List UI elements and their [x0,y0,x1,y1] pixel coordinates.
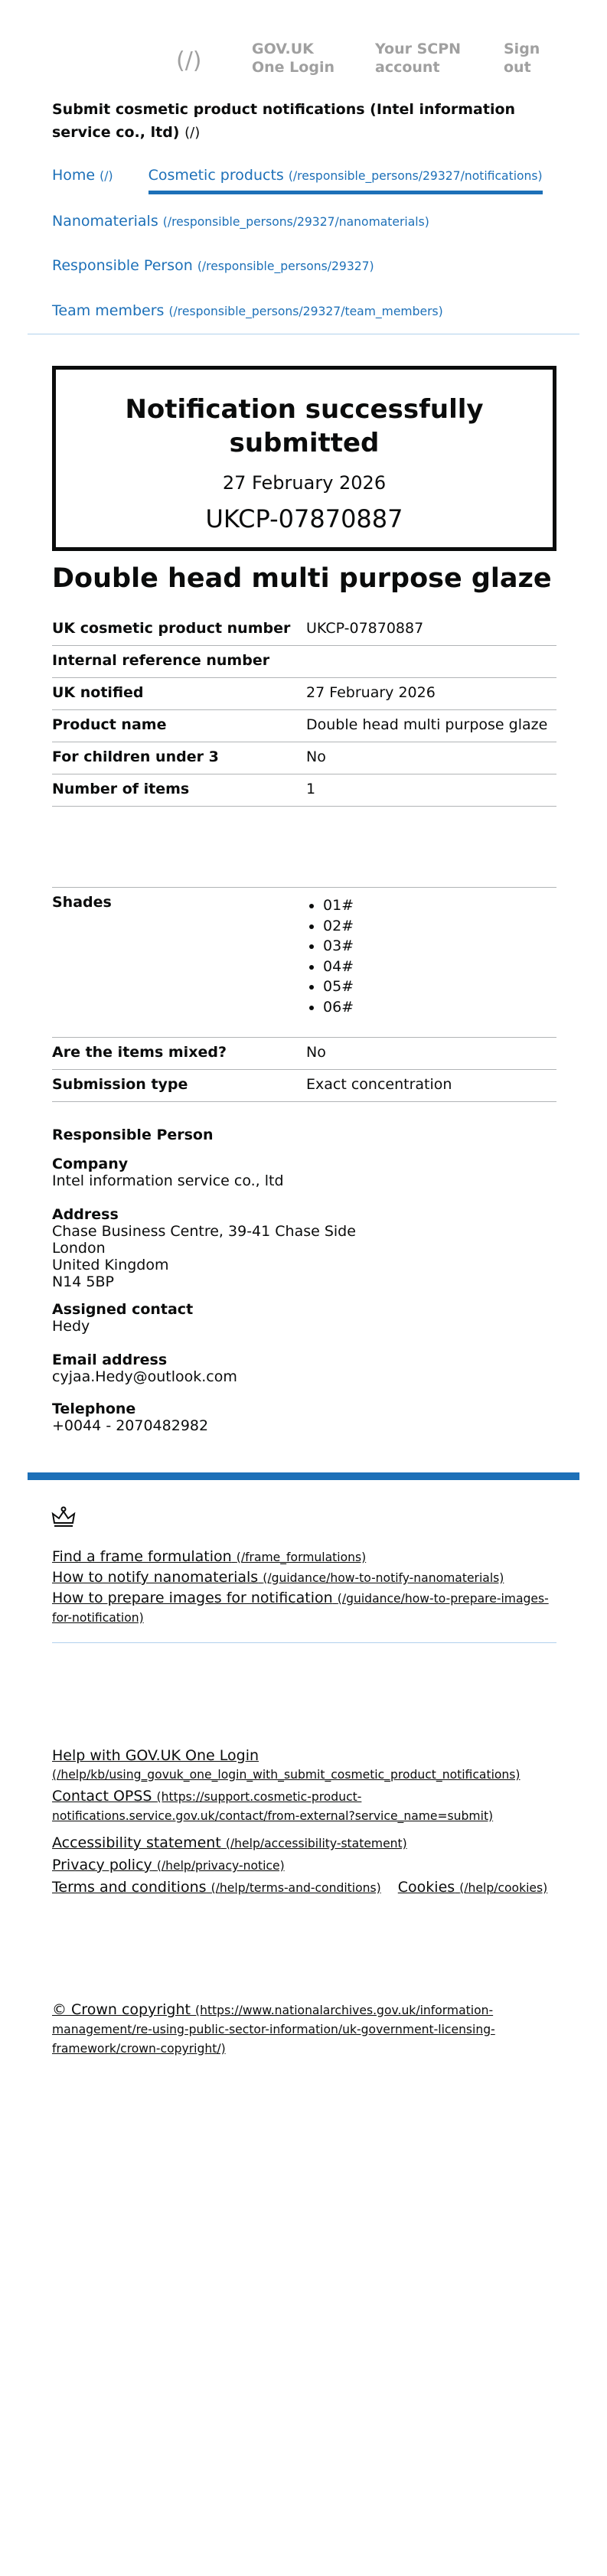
home-link[interactable]: (/) [176,47,202,74]
nav-item-href: (/responsible_persons/29327/team_members) [168,305,443,318]
footer-link-terms[interactable] [52,1879,381,1896]
rp-company-label: Company [52,1156,129,1172]
summary-row [52,614,556,646]
summary-key: Are the items mixed? [52,1044,227,1061]
rp-contact-label: Assigned contact [52,1301,194,1318]
link-href: (https://www.nationalarchives.gov.uk/information-management/re-using-public-sector-information/uk-government-licensing-framework/crown-copyright/) [52,2004,495,2056]
link-href: (/help/terms-and-conditions) [210,1881,381,1895]
footer-link-notify-nanomaterials[interactable] [52,1569,504,1586]
footer-help-links [52,1746,557,1825]
footer-link-frame-formulation[interactable] [52,1548,366,1565]
summary-row [52,742,556,774]
rp-email [52,1352,237,1385]
link-label: Cookies [397,1879,455,1896]
footer-link-contact-opss[interactable] [52,1788,493,1824]
link-label: Terms and conditions [52,1879,207,1896]
summary-row [52,1038,556,1070]
footer-link-crown-copyright[interactable] [52,2001,495,2056]
shade-item: • 05# [323,977,354,997]
nav-item-cosmetic-products[interactable] [148,165,543,194]
service-name-href: (/) [184,125,201,141]
rp-address-line: N14 5BP [52,1273,115,1290]
summary-row-shades [52,888,556,1038]
nav-row-2 [52,211,573,232]
link-href: (/help/privacy-notice) [156,1859,285,1873]
link-href: (/help/kb/using_govuk_one_login_with_submit_cosmetic_product_notifications) [52,1768,521,1782]
footer-divider [52,1642,556,1643]
one-login-link[interactable]: GOV.UK One Login [252,41,335,76]
rp-contact-value: Hedy [52,1318,90,1335]
summary-value: Exact concentration [306,1076,452,1093]
link-href: (/help/cookies) [459,1881,548,1895]
summary-key: UK cosmetic product number [52,620,291,637]
link-href: (/guidance/how-to-notify-nanomaterials) [263,1571,504,1585]
nav-row-4 [52,301,573,321]
summary-row [52,774,556,807]
nav-item-href: (/responsible_persons/29327/nanomaterials) [162,215,429,229]
nav-item-href: (/responsible_persons/29327) [197,259,374,273]
shade-item: • 03# [323,936,354,957]
rp-address [52,1206,356,1290]
nav-item-label: Team members [52,302,165,319]
nav-item-label: Nanomaterials [52,213,158,230]
crown-icon [51,1506,77,1529]
summary-row [52,710,556,742]
rp-company [52,1156,284,1189]
link-label: Find a frame formulation [52,1548,232,1565]
summary-value: No [306,1044,326,1061]
your-account-link[interactable]: Your SCPN account [375,41,462,76]
footer-link-cookies[interactable] [398,1879,547,1896]
footer-meta-links [52,1834,557,1897]
nav-item-team-members[interactable] [52,302,443,319]
link-href: (/frame_formulations) [236,1550,367,1564]
nav-item-href: (/) [100,169,113,183]
summary-row [52,1070,556,1102]
shade-item: • 01# [323,895,354,916]
nav-row-3 [52,256,573,276]
summary-value: 1 [306,781,316,797]
rp-company-value: Intel information service co., ltd [52,1172,284,1189]
shades-list [306,895,354,1017]
panel-title: Notification successfully submitted [125,394,484,458]
link-label: How to prepare images for notification [52,1590,333,1606]
link-label: © Crown copyright [52,2001,191,2018]
responsible-person-heading: Responsible Person [52,1127,214,1143]
nav-item-nanomaterials[interactable] [52,213,429,230]
header-links [0,40,607,86]
rp-email-value: cyjaa.Hedy@outlook.com [52,1368,237,1385]
link-label: Accessibility statement [52,1834,221,1851]
service-name[interactable] [52,98,557,145]
footer-link-help-one-login[interactable] [52,1747,521,1782]
link-href: (https://support.cosmetic-product-notifications.service.gov.uk/contact/from-external?service_name=submit) [52,1790,494,1823]
rp-contact [52,1301,193,1335]
nav-item-label: Responsible Person [52,257,193,274]
summary-row [52,646,556,678]
summary-key: For children under 3 [52,748,219,765]
summary-value: 27 February 2026 [306,684,436,701]
summary-key: Number of items [52,781,190,797]
confirmation-panel [52,366,556,551]
rp-telephone-label: Telephone [52,1400,136,1417]
link-label: Help with GOV.UK One Login [52,1747,259,1764]
link-label: How to notify nanomaterials [52,1569,259,1586]
nav-item-href: (/responsible_persons/29327/notifications) [288,169,543,183]
footer-top-bar [28,1472,579,1480]
summary-key: Shades [52,894,112,911]
shades-list-wrap [306,895,354,1017]
summary-key: UK notified [52,684,144,701]
sign-out-link[interactable]: Sign out [504,41,540,76]
nav-item-home[interactable] [52,167,118,184]
footer-link-prepare-images[interactable] [52,1590,549,1625]
footer-link-accessibility[interactable] [52,1834,407,1851]
rp-address-line: United Kingdom [52,1257,169,1273]
summary-key: Submission type [52,1076,188,1093]
rp-telephone-value: +0044 - 2070482982 [52,1417,209,1434]
shade-item: • 02# [323,916,354,937]
footer-guidance-links [52,1547,557,1627]
nav-item-label: Home [52,167,96,184]
summary-spacer-row [52,807,556,888]
rp-address-label: Address [52,1206,119,1223]
nav-row-1 [52,165,573,194]
footer-copyright [52,2000,557,2058]
rp-address-line: Chase Business Centre, 39-41 Chase Side [52,1223,356,1240]
summary-value: No [306,748,326,765]
link-label: Privacy policy [52,1857,152,1873]
link-label: Contact OPSS [52,1788,152,1805]
rp-telephone [52,1400,208,1434]
shade-item: • 04# [323,957,354,977]
nav-item-label: Cosmetic products [148,167,284,184]
summary-value: Double head multi purpose glaze [306,716,548,733]
summary-row [52,678,556,710]
summary-key: Product name [52,716,167,733]
panel-date: 27 February 2026 [222,472,387,494]
footer-link-privacy[interactable] [52,1857,285,1873]
summary-value: UKCP-07870887 [306,620,424,637]
service-name-text: Submit cosmetic product notifications (Intel information service co., ltd) [52,101,516,141]
shade-item: • 06# [323,997,354,1018]
link-href: (/help/accessibility-statement) [225,1837,407,1850]
summary-key: Internal reference number [52,652,270,669]
product-title: Double head multi purpose glaze [52,563,552,594]
rp-email-label: Email address [52,1352,168,1368]
panel-reference: UKCP-07870887 [205,504,403,533]
rp-address-line: London [52,1240,106,1257]
link-href: (/guidance/how-to-prepare-images-for-notification) [52,1592,549,1625]
nav-item-responsible-person[interactable] [52,257,374,274]
